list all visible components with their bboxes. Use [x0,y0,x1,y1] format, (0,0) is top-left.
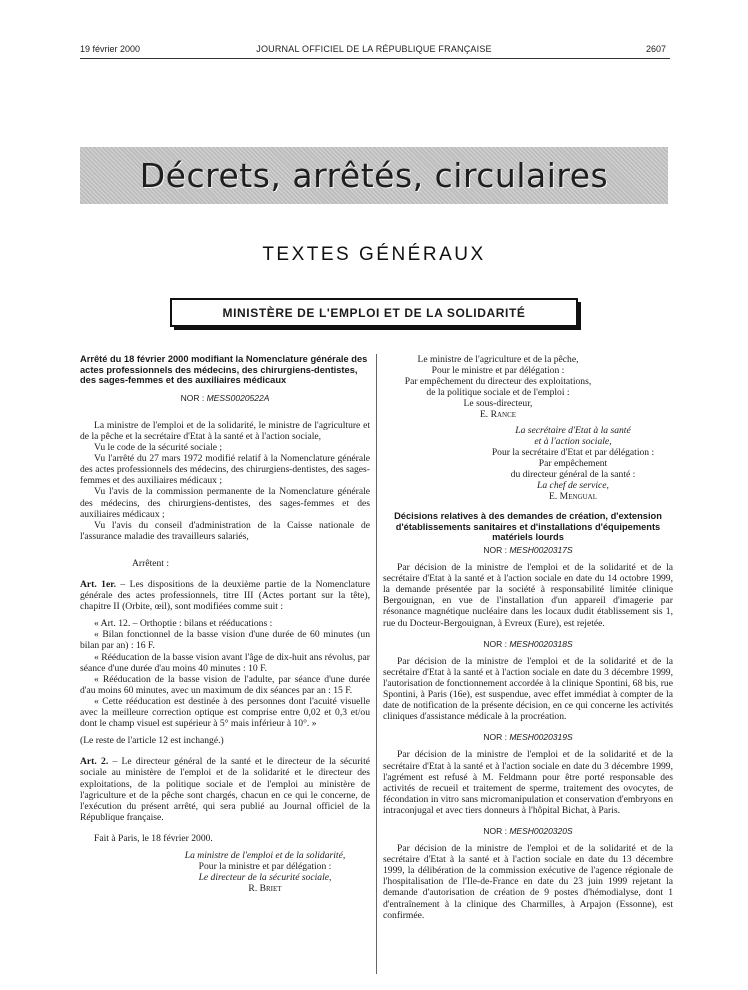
article-2 [80,756,370,823]
signature-block-1 [80,850,370,894]
journal-title: JOURNAL OFFICIEL DE LA RÉPUBLIQUE FRANÇAISE [256,44,492,54]
page-number: 2607 [645,44,666,54]
left-column [80,354,370,894]
decision-paragraph: Par décision de la ministre de l'emploi et de la solidarité et de la secrétaire d'Etat à la santé et à l'action sociale en date du 13 décembre 1999, la délibération de la commission exécutive de l'agence régionale de l'hospitalisation de l'Ile-de-France en date du 23 juin 1999 rejetant la demande d'autorisation de création de 9 postes d'hémodialyse, dont 1 d'entraînement à la clinique des Charmilles, à Arpajon (Essonne), est confirmée. [383,843,673,921]
nor-reference [383,639,673,650]
right-column [383,354,673,921]
quoted-paragraph: « Rééducation de la basse vision de l'adulte, par séance d'une durée d'au moins 60 minutes, avec un maximum de dix séances par an : 15 F. [80,673,370,696]
visa-paragraph: Vu l'avis du conseil d'administration de la Caisse nationale de l'assurance maladie des travailleurs salariés, [80,519,370,542]
nor-code: MESS0020522A [206,392,270,403]
article-1-text: – Les dispositions de la deuxième partie de la Nomenclature générale des actes professionnels, titre III (Actes portant sur la tête), chapitre II (Orbite, œil), sont modifiées comme suit : [80,579,370,613]
nor-label: NOR : [483,732,507,743]
nor-code: MESH0020319S [509,732,573,743]
signatory-title: Le directeur de la sécurité sociale, [198,872,332,884]
signature-block-2 [383,354,673,421]
delegation-line: Pour le ministre et par délégation : [431,365,565,377]
quoted-paragraph: « Cette rééducation est destinée à des personnes dont l'acuité visuelle avec la meilleure correction optique est comprise entre 0,02 et 0,3 et/ou dont le champ visuel est supérieur à 5° mais inférieur à 10°. » [80,695,370,730]
delegation-line: Pour la ministre et par délégation : [198,861,332,873]
signatory-role: Le ministre de l'agriculture et de la pêche, [417,354,579,365]
nor-label: NOR : [483,545,507,555]
column-divider [376,354,377,974]
article-2-text: – Le directeur général de la santé et le directeur de la sécurité sociale au ministère de l'emploi et de la solidarité et le directeur des exploitations, de la politique sociale et de l'emploi au ministère de l'agriculture et de la pêche sont chargés, chacun en ce qui le concerne, de l'exécution du présent arrêté, qui sera publié au Journal officiel de la République française. [80,756,370,823]
nor-reference [80,393,370,404]
empechement-line: de la politique sociale et de l'emploi : [426,387,570,399]
empechement-line: Par empêchement [538,457,608,469]
nor-reference [383,732,673,743]
decision-paragraph: Par décision de la ministre de l'emploi et de la solidarité et de la secrétaire d'Etat à la santé et à l'action sociale en date du 14 octobre 1999, la demande présentée par la société à responsabilité limitée clinique Bergouignan, en vue de l'installation d'un appareil d'imagerie par résonance magnétique nucléaire dans les locaux dudit établissement sis 1, rue du Docteur-Bergouignan, à Evreux (Eure), est rejetée. [383,562,673,629]
nor-label: NOR : [483,825,507,836]
nor-reference [383,545,673,556]
signatory-role: et à l'action sociale, [534,435,612,447]
signatory-name: E. Rance [479,409,517,421]
header-date: 19 février 2000 [80,44,141,54]
article-1 [80,579,370,612]
quoted-paragraph: « Bilan fonctionnel de la basse vision d'une durée de 60 minutes (un bilan par an) : 16 F. [80,629,370,652]
nor-label: NOR : [180,392,205,403]
signatory-role: La secrétaire d'Etat à la santé [515,424,631,436]
ministry-title: MINISTÈRE DE L'EMPLOI ET DE LA SOLIDARITÉ [222,305,526,320]
section-title: TEXTES GÉNÉRAUX [262,244,486,265]
nor-code: MESH0020320S [509,825,573,836]
quoted-paragraph: « Rééducation de la basse vision avant l'âge de dix-huit ans révolus, par séance d'une durée d'au moins 40 minutes : 10 F. [80,651,370,674]
arrete-title: Arrêté du 18 février 2000 modifiant la Nomenclature générale des actes professionnels des médecins, des chirurgiens-dentistes, des sages-femmes et des auxiliaires médicaux [80,354,368,386]
empechement-line: Par empêchement du directeur des exploitations, [404,376,592,388]
nor-code: MESH0020318S [509,638,573,649]
header-rule [80,58,670,59]
arretent-line: Arrêtent : [132,557,170,569]
decision-paragraph: Par décision de la ministre de l'emploi et de la solidarité et de la secrétaire d'Etat à la santé et à l'action sociale en date du 3 décembre 1999, l'agrément est refusé à M. Feldmann pour être porté responsable des activités de recueil et traitement de sperme, traitement des ovocytes, de fécondation in vitro sans micromanipulation et conservation d'embryons en intraconjugal et avec tiers donneurs à l'hôpital Bichat, à Paris. [383,749,673,816]
article-12-heading: « Art. 12. – Orthoptie : bilans et rééducations : [94,618,273,630]
signatory-title: La chef de service, [537,480,609,492]
article-2-label: Art. 2. [80,756,109,768]
delegation-line: Pour la secrétaire d'Etat et par délégation : [491,446,655,458]
reste-note: (Le reste de l'article 12 est inchangé.) [80,735,224,747]
visa-paragraph: Vu le code de la sécurité sociale ; [94,442,223,454]
banner-title: Décrets, arrêtés, circulaires [139,156,609,195]
section-banner [80,147,668,204]
ministry-box [170,298,578,327]
fait-line: Fait à Paris, le 18 février 2000. [94,832,213,844]
article-1-label: Art. 1er. [80,579,117,590]
nor-reference [383,826,673,837]
decisions-title: Décisions relatives à des demandes de création, d'extension d'établissements sanitaires et d'installations d'équipements matériels lourds [394,511,662,543]
signatory-name: E. Mengual [549,491,597,503]
signatory-role: La ministre de l'emploi et de la solidarité, [184,849,346,861]
preamble-paragraph: La ministre de l'emploi et de la solidarité, le ministre de l'agriculture et de la pêche et la secrétaire d'Etat à la santé et à l'action sociale, [80,419,370,442]
signature-block-3 [383,425,673,503]
nor-label: NOR : [483,638,507,649]
visa-paragraph: Vu l'arrêté du 27 mars 1972 modifié relatif à la Nomenclature générale des actes professionnels des médecins, des chirurgiens-dentistes, des sages-femmes et des auxiliaires médicaux ; [80,453,370,487]
signatory-title: Le sous-directeur, [463,398,533,410]
nor-code: MESH0020317S [509,545,573,555]
signatory-name: R. Briet [248,883,282,895]
visa-paragraph: Vu l'avis de la commission permanente de la Nomenclature générale des médecins, des chirurgiens-dentistes, des sages-femmes et des auxiliaires médicaux ; [80,486,370,520]
decision-paragraph: Par décision de la ministre de l'emploi et de la solidarité et de la secrétaire d'Etat à la santé et à l'action sociale en date du 3 décembre 1999, l'autorisation de fonctionnement accordée à la clinique Spontini, 68 bis, rue Spontini, à Paris (16e), est suspendue, avec effet immédiat à compter de la date de notification de la présente décision, en ce qui concerne les activités cliniques d'assistance médicale à la procréation. [383,655,673,723]
empechement-line: du directeur général de la santé : [510,468,636,480]
